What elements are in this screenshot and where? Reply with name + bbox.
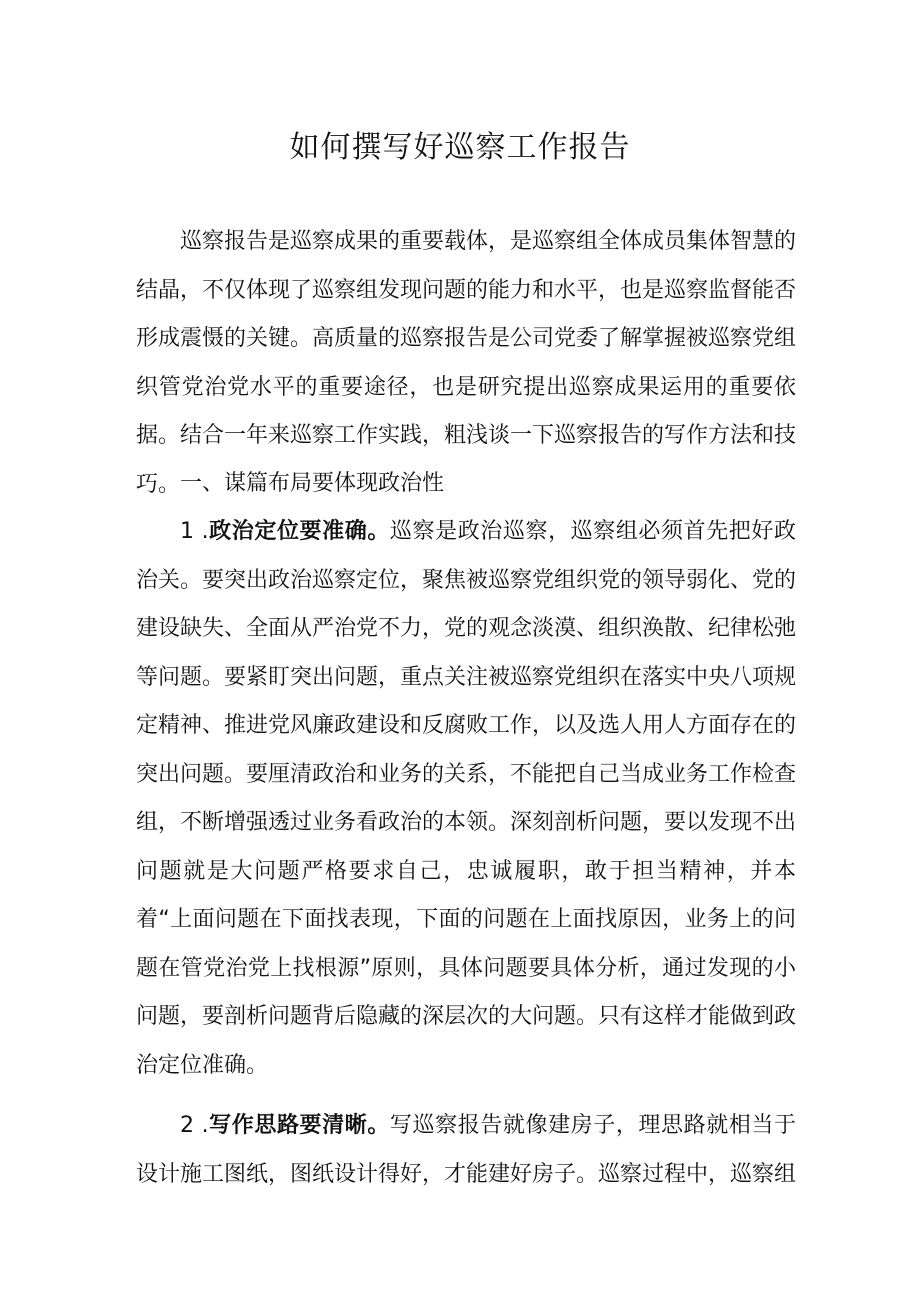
item-1-number: 1 . xyxy=(180,519,209,544)
item-2-heading: 写作思路要清晰。 xyxy=(208,1113,390,1138)
document-title: 如何撰写好巡察工作报告 xyxy=(289,130,631,165)
item-1-body: 巡察是政治巡察，巡察组必须首先把好政治关。要突出政治巡察定位，聚焦被巡察党组织党的领导弱化、党的建设缺失、全面从严治党不力，党的观念淡漠、组织涣散、纪律松弛等问题。要紧盯突出问题，重点关注被巡察党组织在落实中央八项规定精神、推进党风廉政建设和反腐败工作，以及选人用人方面存在的突出问题。要厘清政治和业务的关系，不能把自己当成业务工作检查组，不断增强透过业务看政治的本领。深刻剖析问题，要以发现不出问题就是大问题严格要求自己，忠诚履职，敢于担当精神，并本着“上面问题在下面找表现，下面的问题在上面找原因，业务上的问题在管党治党上找根源”原则，具体问题要具体分析，通过发现的小问题，要剖析问题背后隐藏的深层次的大问题。只有这样才能做到政治定位准确。 xyxy=(136,519,797,1078)
item-2-number: 2 . xyxy=(180,1113,209,1138)
intro-paragraph: 巡察报告是巡察成果的重要载体，是巡察组全体成员集体智慧的结晶，不仅体现了巡察组发现问题的能力和水平，也是巡察监督能否形成震慑的关键。高质量的巡察报告是公司党委了解掌握被巡察党组织管党治党水平的重要途径，也是研究提出巡察成果运用的重要依据。结合一年来巡察工作实践，粗浅谈一下巡察报告的写作方法和技巧。 xyxy=(136,229,797,497)
item-2-body: 写巡察报告就像建房子，理思路就相当于设计施工图纸，图纸设计得好，才能建好房子。巡察过程中，巡察组 xyxy=(136,1113,797,1187)
item-2-paragraph xyxy=(136,1102,796,1199)
item-1-paragraph xyxy=(136,508,796,1090)
item-1-heading: 政治定位要准确。 xyxy=(208,519,390,544)
section-heading: 一、谋篇布局要体现政治性 xyxy=(180,471,445,496)
